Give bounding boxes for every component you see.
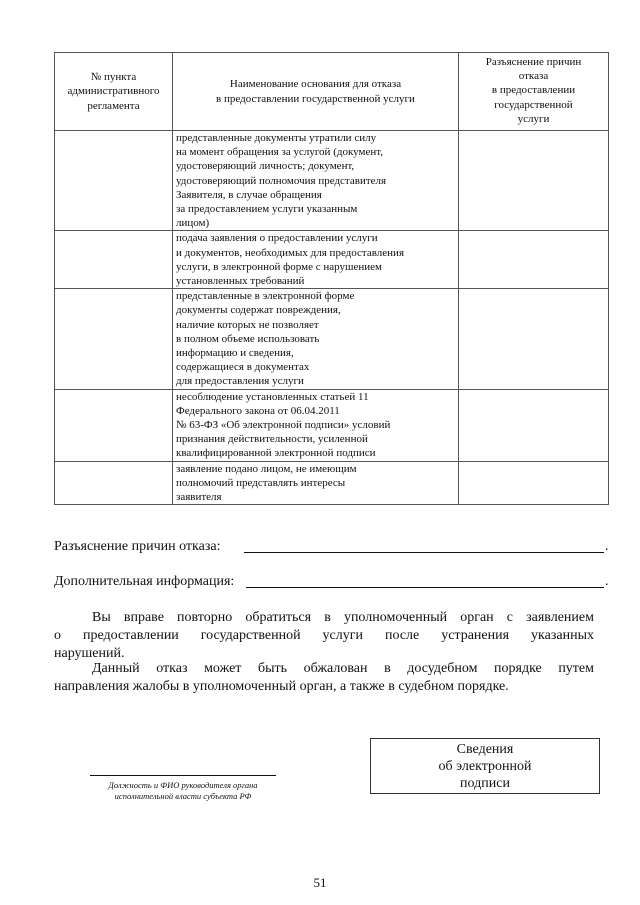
cell-text-line: наличие которых не позволяет	[176, 318, 319, 331]
additional-info-line-end: .	[605, 574, 609, 589]
cell-text-line: содержащиеся в документах	[176, 361, 310, 374]
header-reason-name	[173, 53, 459, 131]
cell-text-line: удостоверяющий полномочия представителя	[176, 174, 387, 187]
cell-text-line: лицом)	[176, 217, 210, 230]
cell-text-line: документы содержат повреждения,	[176, 304, 341, 317]
cell-text-line: представленные документы утратили силу	[176, 132, 377, 144]
cell-text-line: полномочий представлять интересы	[176, 476, 346, 489]
cell-text-line: государственной	[494, 98, 573, 111]
cell-text-line: на момент обращения за услугой (документ,	[176, 146, 383, 159]
item-number-cell	[55, 231, 173, 289]
esig-line: Сведения	[456, 742, 514, 757]
header-reason-explanation	[459, 53, 609, 131]
cell-text-line: отказа	[518, 70, 549, 83]
esig-line: об электронной	[438, 759, 532, 774]
cell-text-line: услуги	[517, 112, 550, 125]
explanation-line-end: .	[605, 539, 609, 554]
explanation-cell	[459, 389, 609, 461]
explanation-cell	[459, 289, 609, 389]
cell-text-line: № 63-ФЗ «Об электронной подписи» условий	[176, 419, 391, 432]
cell-text-line: представленные в электронной форме	[176, 290, 355, 303]
explanation-cell	[459, 461, 609, 505]
cell-text-line: административного	[67, 85, 160, 98]
cell-text-line: установленных требований	[176, 275, 305, 288]
cell-text-line: Разъяснение причин	[485, 56, 582, 68]
cell-text-line: несоблюдение установленных статьей 11	[176, 390, 369, 403]
cell-text-line: для предоставления услуги	[176, 375, 304, 388]
signature-caption-line: исполнительной власти субъекта РФ	[114, 791, 252, 801]
cell-text-line: за предоставлением услуги указанным	[176, 203, 358, 216]
cell-text-line: заявление подано лицом, не имеющим	[176, 462, 357, 475]
cell-text-line: заявителя	[176, 491, 222, 504]
table-row	[55, 231, 609, 289]
cell-text-line: услуги, в электронной форме с нарушением	[176, 260, 382, 273]
cell-text-line: квалифицированной электронной подписи	[176, 447, 376, 460]
table-header-row	[55, 53, 609, 131]
cell-text-line: в предоставлении государственной услуги	[216, 92, 415, 105]
additional-info-label: Дополнительная информация:	[54, 574, 235, 589]
paragraph-line: Данный отказ может быть обжалован в досудебном порядке путем	[92, 661, 594, 676]
reapply-paragraph	[54, 609, 594, 663]
item-number-cell	[55, 389, 173, 461]
signature-caption-line: Должность и ФИО руководителя органа	[108, 780, 258, 790]
cell-text-line: регламента	[87, 99, 140, 112]
cell-text-line: и документов, необходимых для предоставления	[176, 246, 405, 259]
additional-info-fill-line[interactable]	[246, 587, 604, 588]
reason-cell	[173, 389, 459, 461]
explanation-cell	[459, 131, 609, 231]
paragraph-line: направления жалобы в уполномоченный орган, а также в судебном порядке.	[54, 679, 509, 694]
cell-text-line: Наименование основания для отказа	[229, 78, 402, 91]
explanation-fill-line[interactable]	[244, 552, 604, 553]
explanation-cell	[459, 231, 609, 289]
paragraph-line: о предоставлении государственной услуги после устранения указанных	[54, 628, 594, 643]
appeal-paragraph	[54, 660, 594, 696]
table-row	[55, 131, 609, 231]
refusal-reasons-table	[54, 52, 609, 505]
cell-text-line: в предоставлении	[491, 84, 576, 97]
esig-line: подписи	[460, 776, 510, 791]
reason-cell	[173, 461, 459, 505]
header-item-number	[55, 53, 173, 131]
item-number-cell	[55, 131, 173, 231]
explanation-label: Разъяснение причин отказа:	[54, 539, 221, 554]
paragraph-line: нарушений.	[54, 646, 125, 661]
cell-text-line: информацию и сведения,	[176, 347, 294, 360]
table-row	[55, 461, 609, 505]
electronic-signature-box	[370, 738, 600, 794]
signature-line	[90, 775, 276, 776]
cell-text-line: удостоверяющий личность; документ,	[176, 160, 355, 173]
cell-text-line: Федерального закона от 06.04.2011	[176, 404, 340, 417]
paragraph-line: Вы вправе повторно обратиться в уполномоченный орган с заявлением	[92, 610, 594, 625]
item-number-cell	[55, 289, 173, 389]
signature-caption	[80, 780, 286, 802]
cell-text-line: Заявителя, в случае обращения	[176, 188, 322, 201]
table-row	[55, 289, 609, 389]
reason-cell	[173, 231, 459, 289]
table-row	[55, 389, 609, 461]
reason-cell	[173, 289, 459, 389]
cell-text-line: признания действительности, усиленной	[176, 433, 368, 446]
cell-text-line: № пункта	[90, 71, 137, 84]
reason-cell	[173, 131, 459, 231]
item-number-cell	[55, 461, 173, 505]
page-number: 51	[313, 875, 327, 890]
cell-text-line: подача заявления о предоставлении услуги	[176, 232, 378, 245]
cell-text-line: в полном объеме использовать	[176, 332, 320, 345]
